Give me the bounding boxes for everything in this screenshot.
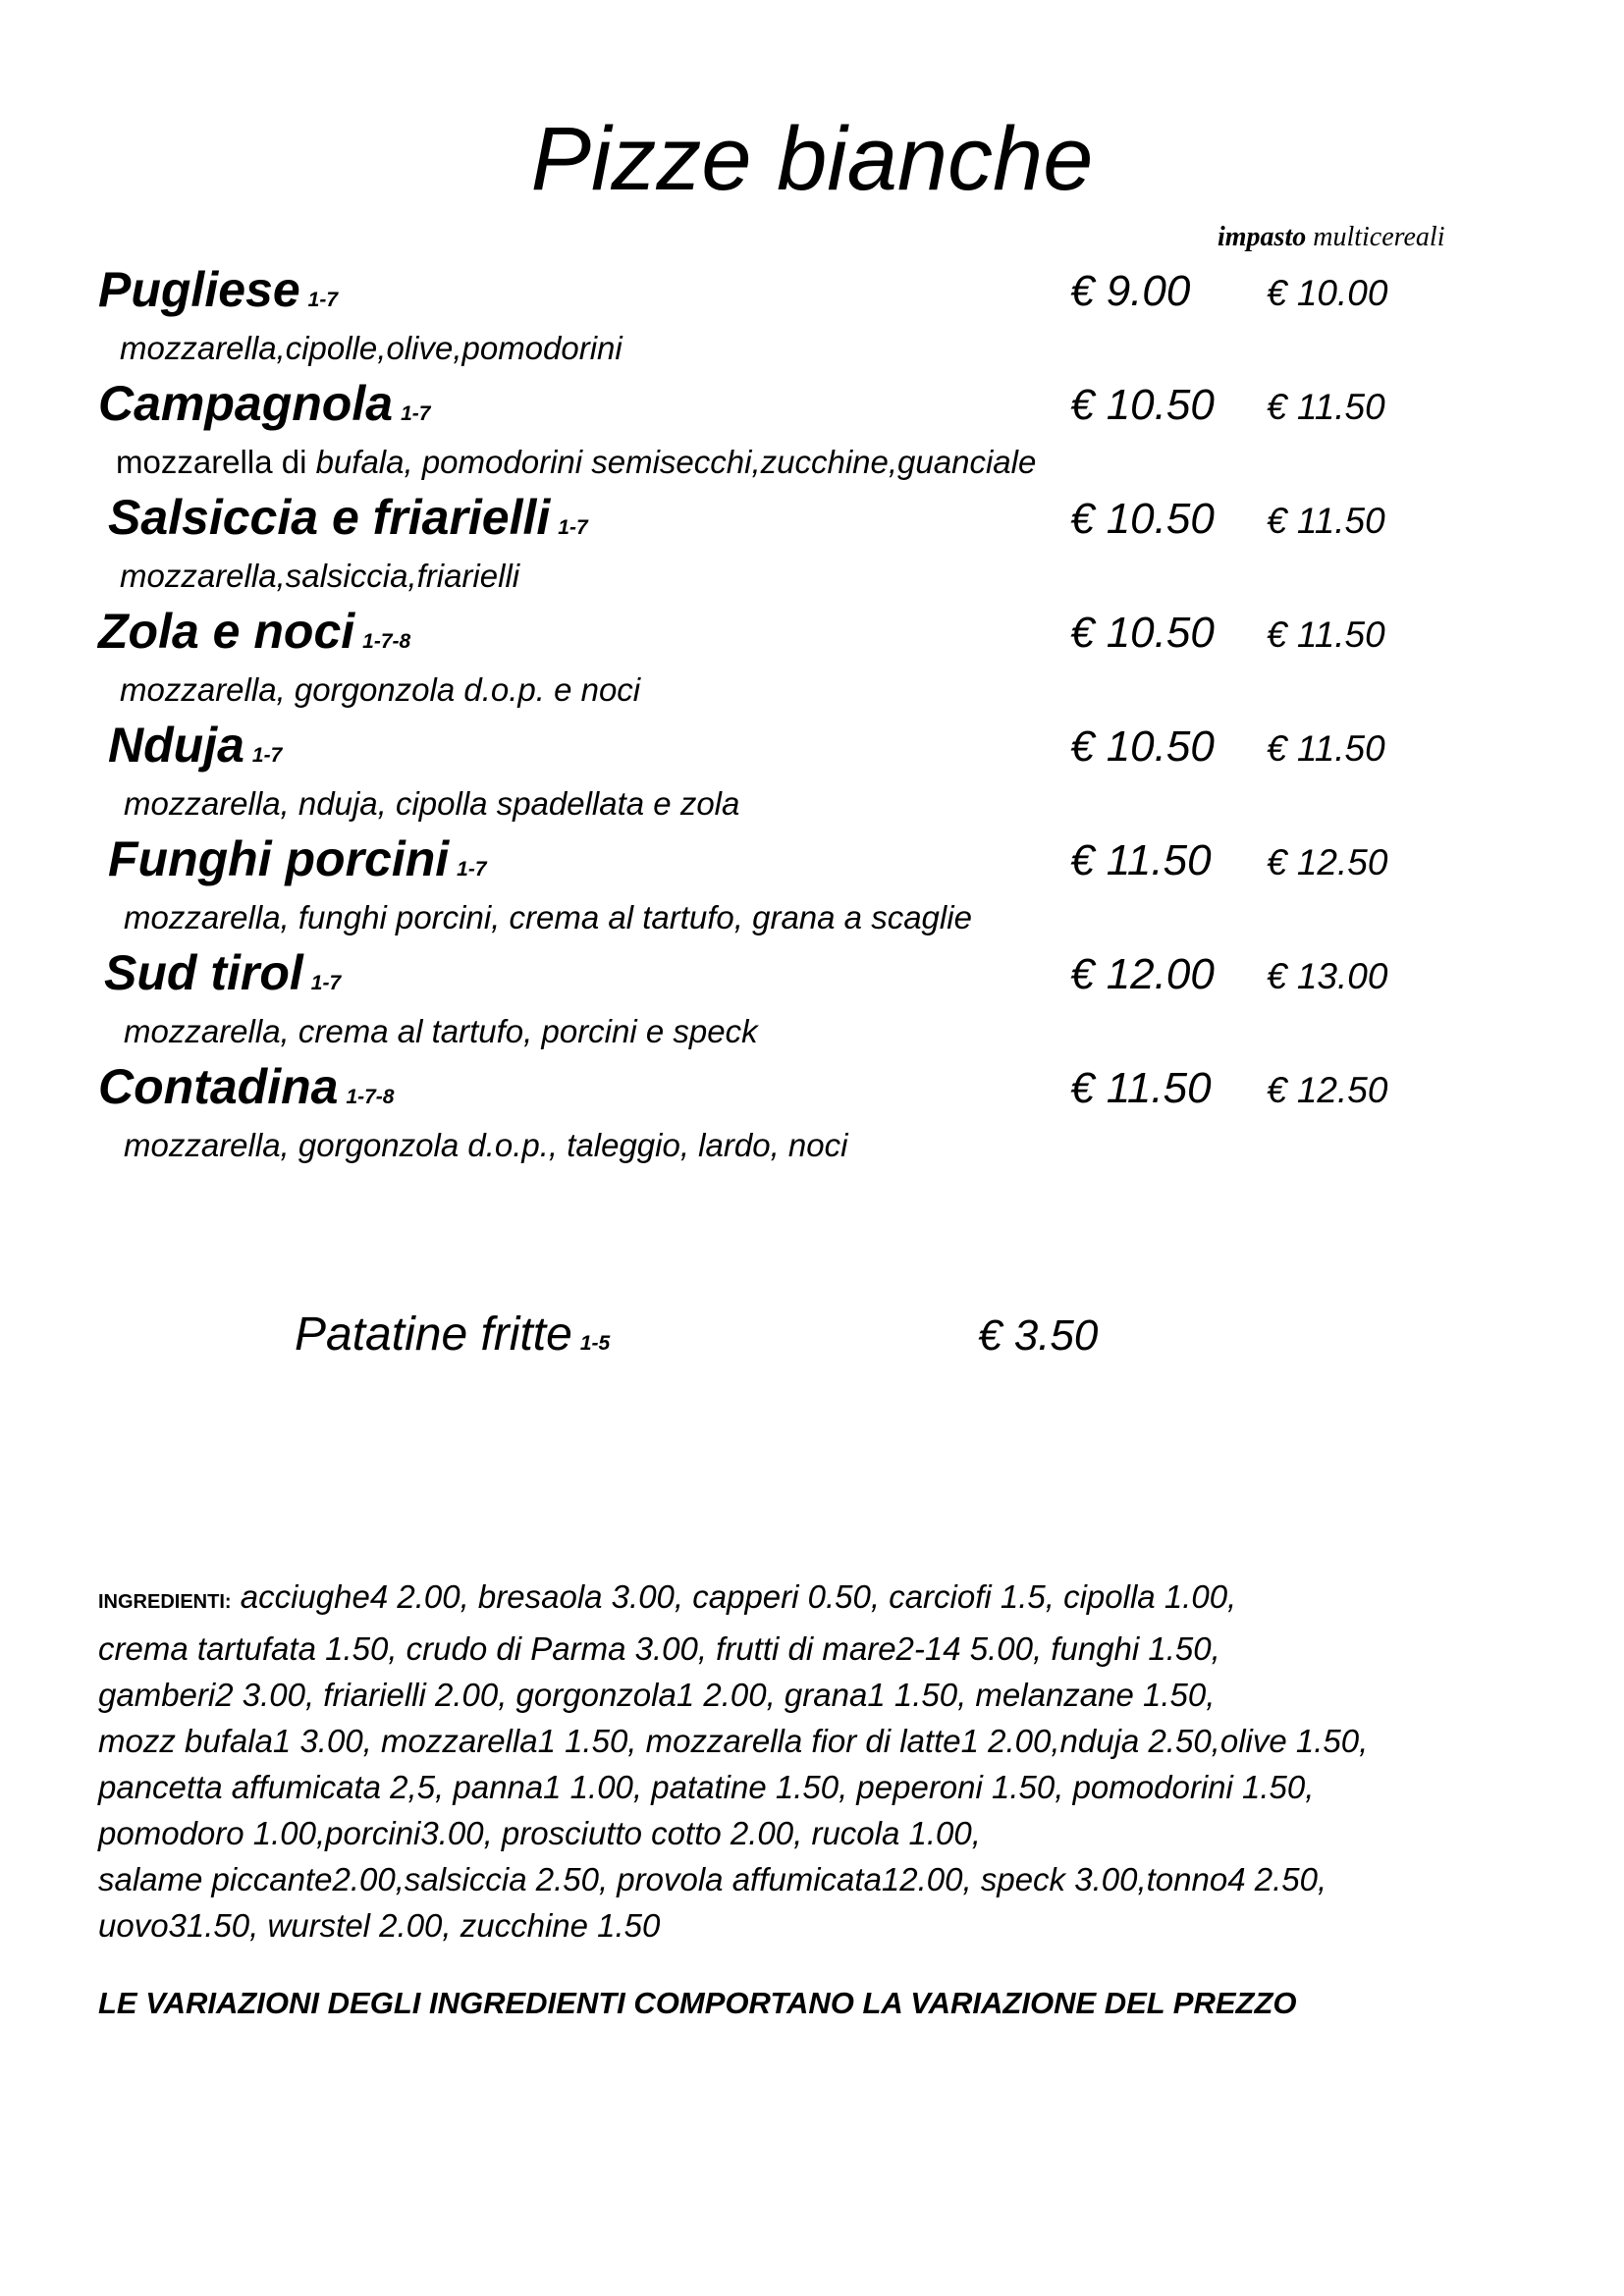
price-multicereali: € 11.50	[1267, 501, 1385, 541]
pizza-name: Campagnola 1-7	[98, 376, 431, 431]
pizza-description: mozzarella, gorgonzola d.o.p., taleggio, lardo, noci	[124, 1127, 848, 1163]
allergen-code: 1-7-8	[362, 630, 411, 653]
pizza-name: Contadina 1-7-8	[98, 1059, 395, 1114]
pizza-description: mozzarella di bufala, pomodorini semisecchi,zucchine,guanciale	[116, 444, 1037, 480]
price-multicereali: € 11.50	[1267, 614, 1385, 655]
price-variation-notice: LE VARIAZIONI DEGLI INGREDIENTI COMPORTANO LA VARIAZIONE DEL PREZZO	[98, 1986, 1297, 2020]
pizza-name: Zola e noci 1-7-8	[98, 604, 411, 659]
allergen-code: 1-7	[401, 402, 431, 425]
allergen-code: 1-7	[310, 972, 342, 994]
pizza-description: mozzarella, gorgonzola d.o.p. e noci	[120, 671, 641, 708]
pizza-name: Pugliese 1-7	[98, 262, 338, 317]
allergen-code: 1-5	[579, 1332, 611, 1355]
page-title: Pizze bianche	[530, 109, 1094, 209]
price: € 11.50	[1070, 1064, 1212, 1112]
allergen-code: 1-7	[307, 289, 338, 311]
pizza-name: Funghi porcini 1-7	[108, 831, 487, 886]
price-multicereali: € 10.00	[1267, 273, 1388, 313]
pizza-description: mozzarella,cipolle,olive,pomodorini	[120, 330, 623, 366]
ingredients-line: uovo31.50, wurstel 2.00, zucchine 1.50	[98, 1907, 661, 1944]
pizza-description: mozzarella, crema al tartufo, porcini e speck	[124, 1013, 758, 1049]
price-multicereali: € 11.50	[1267, 387, 1385, 427]
allergen-code: 1-7	[251, 744, 283, 767]
ingredients-line: salame piccante2.00,salsiccia 2.50, provola affumicata12.00, speck 3.00,tonno4 2.50,	[98, 1861, 1327, 1897]
price-multicereali: € 13.00	[1267, 956, 1388, 996]
price: € 11.50	[1070, 836, 1212, 884]
price-multicereali: € 12.50	[1267, 842, 1388, 882]
ingredients-line: crema tartufata 1.50, crudo di Parma 3.00, frutti di mare2-14 5.00, funghi 1.50,	[98, 1630, 1220, 1667]
multicereali-label: multicereali	[1313, 222, 1445, 252]
ingredients-line: INGREDIENTI: acciughe4 2.00, bresaola 3.00, capperi 0.50, carciofi 1.5, cipolla 1.00,	[98, 1578, 1237, 1615]
menu-item	[0, 719, 1624, 831]
menu-item	[0, 263, 1624, 376]
menu-item	[0, 605, 1624, 718]
price: € 10.50	[1070, 381, 1215, 429]
price: € 10.50	[1070, 722, 1215, 771]
allergen-code: 1-7	[558, 516, 588, 539]
menu-item	[0, 946, 1624, 1059]
menu-item	[0, 491, 1624, 604]
allergen-code: 1-7-8	[346, 1086, 395, 1108]
ingredients-line: mozz bufala1 3.00, mozzarella1 1.50, mozzarella fior di latte1 2.00,nduja 2.50,olive 1.50,	[98, 1723, 1369, 1759]
side-item-name: Patatine fritte 1-5	[295, 1308, 611, 1361]
pizza-name: Salsiccia e friarielli 1-7	[108, 490, 588, 545]
pizza-description: mozzarella,salsiccia,friarielli	[120, 558, 520, 594]
ingredients-line: gamberi2 3.00, friarielli 2.00, gorgonzola1 2.00, grana1 1.50, melanzane 1.50,	[98, 1677, 1216, 1713]
menu-item	[0, 377, 1624, 490]
side-item-price: € 3.50	[978, 1311, 1099, 1360]
price-multicereali: € 12.50	[1267, 1070, 1388, 1110]
price: € 10.50	[1070, 495, 1215, 543]
extra-ingredients-list	[98, 1574, 1551, 1949]
ingredients-line: pomodoro 1.00,porcini3.00, prosciutto cotto 2.00, rucola 1.00,	[98, 1815, 981, 1851]
impasto-label: impasto	[1218, 222, 1307, 252]
pizza-name: Sud tirol 1-7	[104, 945, 342, 1000]
price: € 9.00	[1070, 267, 1191, 315]
ingredients-label: INGREDIENTI:	[98, 1591, 232, 1613]
pizza-description: mozzarella, funghi porcini, crema al tartufo, grana a scaglie	[124, 899, 972, 935]
menu-item	[0, 832, 1624, 945]
menu-item	[0, 1060, 1624, 1173]
pizza-description: mozzarella, nduja, cipolla spadellata e zola	[124, 785, 740, 822]
allergen-code: 1-7	[457, 858, 487, 881]
price-multicereali: € 11.50	[1267, 728, 1385, 769]
ingredients-line: pancetta affumicata 2,5, panna1 1.00, patatine 1.50, peperoni 1.50, pomodorini 1.50,	[98, 1769, 1315, 1805]
price: € 10.50	[1070, 609, 1215, 657]
price: € 12.00	[1070, 950, 1215, 998]
pizza-name: Nduja 1-7	[108, 718, 283, 773]
multicereali-column-header	[1218, 222, 1445, 253]
